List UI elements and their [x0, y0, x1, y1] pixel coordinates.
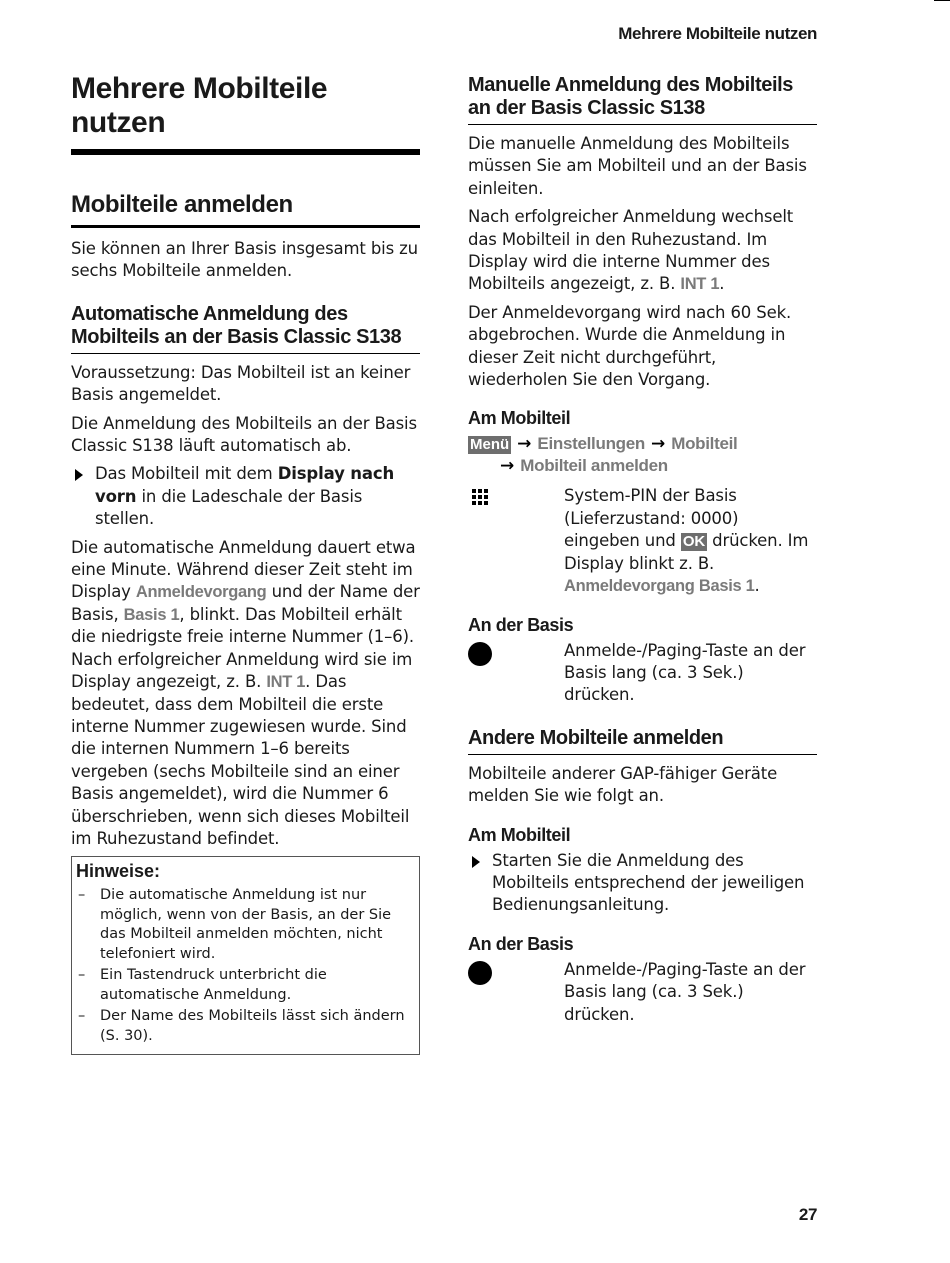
note-item: – Die automatische Anmeldung ist nur möglich, wenn von der Basis, an der Sie das Mobilteil anmelden möchten, nicht telefoniert wird.: [78, 887, 392, 962]
arrow-right-icon: →: [500, 456, 515, 477]
handset-heading-2: Am Mobilteil: [468, 824, 571, 845]
auto-registration-heading: Automatische Anmeldung des Mobilteils an der Basis Classic S138: [71, 303, 420, 354]
manual-p3: Der Anmeldevorgang wird nach 60 Sek. abgebrochen. Wurde die Anmeldung in dieser Zeit nicht durchgeführt, wiederholen Sie den Vorgang.: [468, 302, 792, 390]
right-column: [468, 68, 817, 1032]
auto-bullet: Das Mobilteil mit dem Display nach vorn in die Ladeschale der Basis stellen.: [71, 463, 420, 530]
menu-key: Menü: [470, 436, 510, 454]
left-column: [71, 68, 420, 1055]
paging-key-icon: [468, 961, 492, 985]
handset-heading: Am Mobilteil: [468, 408, 571, 429]
triangle-bullet-icon: [75, 469, 83, 481]
arrow-right-icon: →: [650, 434, 666, 455]
display-text: Anmeldevorgang Basis 1: [564, 577, 755, 596]
ok-key: OK: [682, 533, 706, 551]
note-item: – Der Name des Mobilteils lässt sich ändern (S. 30).: [78, 1008, 405, 1044]
notes-box: [71, 856, 420, 1055]
manual-p1: Die manuelle Anmeldung des Mobilteils müssen Sie am Mobilteil und an der Basis einleiten.: [468, 134, 807, 198]
corner-mark: [934, 0, 950, 1]
keypad-icon: [472, 489, 564, 505]
display-text: Basis 1: [123, 605, 180, 624]
display-text: INT 1: [266, 673, 306, 692]
intro-paragraph: Sie können an Ihrer Basis insgesamt bis zu sechs Mobilteile anmelden.: [71, 239, 418, 281]
paging-key-icon: [468, 642, 492, 666]
manual-p2: Nach erfolgreicher Anmeldung wechselt das Mobilteil in den Ruhezustand. Im Display wird die interne Nummer des Mobilteils angezeigt, z. B. INT 1.: [468, 207, 794, 294]
other-handsets-heading: Andere Mobilteile anmelden: [468, 727, 817, 755]
note-item: – Ein Tastendruck unterbricht die automatische Anmeldung.: [78, 967, 327, 1003]
arrow-right-icon: →: [517, 434, 532, 455]
other-bullet: Starten Sie die Anmeldung des Mobilteils entsprechend der jeweiligen Bedienungsanleitung.: [468, 850, 817, 917]
base-heading: An der Basis: [468, 614, 574, 635]
base-step-2: Anmelde-/Paging-Taste an der Basis lang (ca. 3 Sek.) drücken.: [468, 959, 817, 1026]
base-heading-2: An der Basis: [468, 933, 574, 954]
auto-p1: Voraussetzung: Das Mobilteil ist an keiner Basis angemeldet.: [71, 362, 411, 405]
auto-p2: Die Anmeldung des Mobilteils an der Basis Classic S138 läuft automatisch ab.: [71, 413, 417, 456]
section-title: Mobilteile anmelden: [71, 191, 420, 228]
base-step: Anmelde-/Paging-Taste an der Basis lang (ca. 3 Sek.) drücken.: [468, 640, 817, 707]
running-header: Mehrere Mobilteile nutzen: [618, 24, 817, 43]
menu-path: Menü → Einstellungen → Mobilteil → Mobilteil anmelden: [470, 434, 738, 477]
pin-step: System-PIN der Basis (Lieferzustand: 0000) eingeben und OK drücken. Im Display blinkt z. B. Anmeldevorgang Basis 1.: [468, 485, 817, 597]
manual-registration-heading: Manuelle Anmeldung des Mobilteils an der Basis Classic S138: [468, 74, 817, 125]
notes-title: Hinweise:: [76, 861, 161, 882]
triangle-bullet-icon: [472, 856, 480, 868]
other-p1: Mobilteile anderer GAP-fähiger Geräte melden Sie wie folgt an.: [468, 763, 778, 806]
display-text: Anmeldevorgang: [135, 583, 267, 602]
page-number: 27: [798, 1205, 817, 1224]
auto-p3: Die automatische Anmeldung dauert etwa eine Minute. Während dieser Zeit steht im Display Anmeldevorgang und der Name der Basis, Basis 1, blinkt. Das Mobilteil erhält die niedrigste freie interne Nummer (1–6). Nach erfolgreicher Anmeldung wird sie im Display angezeigt, z. B. INT 1. Das bedeutet, dass dem Mobilteil die erste interne Nummer zugewiesen wurde. Sind die internen Nummern 1–6 bereits vergeben (sechs Mobilteile sind an einer Basis angemeldet), wird die Nummer 6 überschrieben, wenn sich dieses Mobilteil im Ruhezustand befindet.: [71, 537, 420, 848]
chapter-title: Mehrere Mobilteile nutzen: [71, 72, 420, 155]
display-text: INT 1: [680, 275, 720, 294]
